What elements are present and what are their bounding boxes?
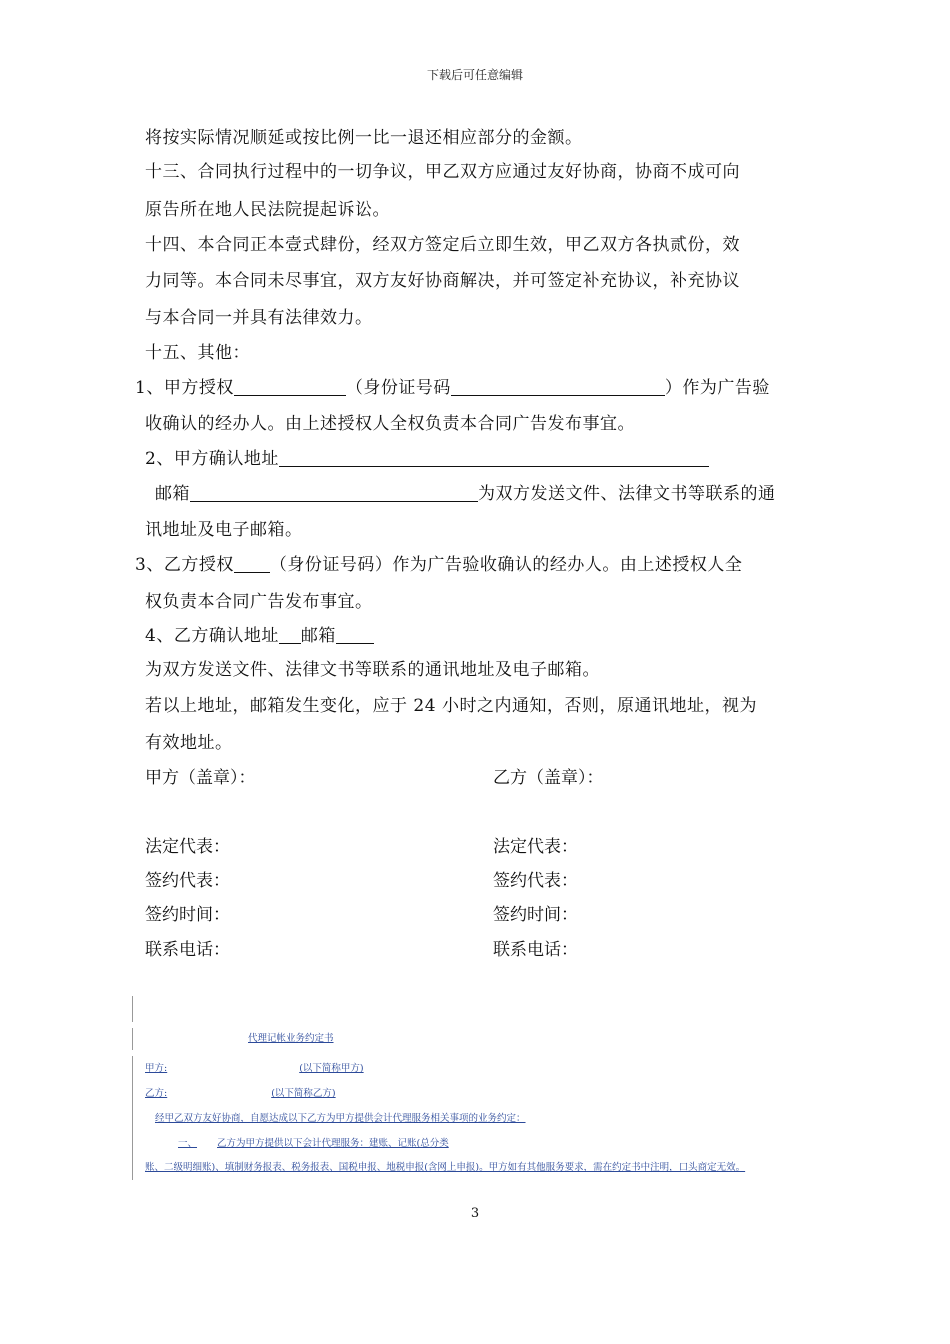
margin-bar [132, 1056, 133, 1180]
item-3-tail: （身份证号码）作为广告验收确认的经办人。由上述授权人全 [269, 555, 743, 575]
embedded-party-b[interactable] [145, 1087, 336, 1101]
margin-bar [132, 1028, 133, 1050]
party-a-sign-time: 签约时间： [145, 905, 230, 925]
party-a-legal-rep: 法定代表： [145, 837, 230, 857]
embedded-title[interactable]: 代理记帐业务约定书 [248, 1033, 334, 1044]
party-b-sign-time: 签约时间： [493, 905, 578, 925]
authorized-person-blank[interactable] [234, 377, 346, 396]
party-b-note: (以下简称乙方) [271, 1088, 336, 1099]
email-label: 邮箱 [155, 484, 190, 504]
item-4-line [145, 624, 374, 648]
margin-bar [132, 996, 133, 1022]
item-4-label: 4、乙方确认地址 [145, 626, 279, 646]
clause-text: 收确认的经办人。由上述授权人全权负责本合同广告发布事宜。 [145, 414, 635, 434]
party-a-note: (以下简称甲方) [299, 1063, 364, 1074]
party-b-legal-rep: 法定代表： [493, 837, 578, 857]
page-header: 下载后可任意编辑 [426, 68, 523, 82]
clause-text: 讯地址及电子邮箱。 [145, 520, 303, 540]
embedded-intro[interactable]: 经甲乙双方友好协商，自愿达成以下乙方为甲方提供会计代理服务相关事项的业务约定： [155, 1113, 526, 1124]
page-number: 3 [470, 1206, 480, 1221]
item-1-label: 1、甲方授权 [135, 378, 234, 398]
item-1-number: 一、 [178, 1138, 198, 1149]
party-a-address-blank[interactable] [279, 448, 709, 467]
id-number-label: （身份证号码 [345, 378, 451, 398]
party-a-sign-rep: 签约代表： [145, 871, 230, 891]
party-b-label: 乙方: [145, 1088, 168, 1099]
item-3-label: 3、乙方授权 [135, 555, 234, 575]
email-line [155, 482, 776, 506]
clause-14: 十四、本合同正本壹式肆份，经双方签定后立即生效，甲乙双方各执贰份，效 [145, 235, 740, 255]
party-b-sign-rep: 签约代表： [493, 871, 578, 891]
clause-text: 有效地址。 [145, 733, 233, 753]
clause-15: 十五、其他： [145, 343, 250, 363]
embedded-item-1-cont[interactable]: 账、二级明细账)、填制财务报表、税务报表、国税申报、地税申报(含网上申报)。甲方如有其他服务要求，需在约定书中注明，口头商定无效。 [145, 1162, 746, 1173]
clause-text: 与本合同一并具有法律效力。 [145, 308, 373, 328]
party-a-phone: 联系电话： [145, 940, 230, 960]
item-1-line [135, 376, 770, 400]
clause-text: 力同等。本合同未尽事宜，双方友好协商解决，并可签定补充协议，补充协议 [145, 271, 740, 291]
party-b-email-blank[interactable] [336, 625, 374, 644]
clause-13: 十三、合同执行过程中的一切争议，甲乙双方应通过友好协商，协商不成可向 [145, 162, 740, 182]
item-2-line [145, 447, 709, 471]
clause-text: 权负责本合同广告发布事宜。 [145, 592, 373, 612]
party-b-seal-label: 乙方（盖章）： [493, 768, 604, 788]
party-a-email-blank[interactable] [190, 483, 478, 502]
embedded-item-1[interactable] [178, 1137, 449, 1151]
party-b-phone: 联系电话： [493, 940, 578, 960]
clause-text: 若以上地址，邮箱发生变化，应于 24 小时之内通知，否则，原通讯地址，视为 [145, 696, 757, 716]
email-tail: 为双方发送文件、法律文书等联系的通 [478, 484, 776, 504]
party-b-address-blank[interactable] [279, 625, 301, 644]
party-a-label: 甲方: [145, 1063, 168, 1074]
email-label: 邮箱 [300, 626, 336, 646]
clause-text: 将按实际情况顺延或按比例一比一退还相应部分的金额。 [145, 128, 583, 148]
item-1-text: 乙方为甲方提供以下会计代理服务：建账、记账(总分类 [217, 1138, 449, 1149]
item-3-line [135, 553, 742, 577]
id-number-blank[interactable] [451, 377, 665, 396]
party-a-seal-label: 甲方（盖章）： [145, 768, 256, 788]
clause-text: 原告所在地人民法院提起诉讼。 [145, 200, 390, 220]
item-1-tail: ）作为广告验 [664, 378, 770, 398]
embedded-party-a[interactable] [145, 1062, 364, 1076]
item-2-label: 2、甲方确认地址 [145, 449, 279, 469]
clause-text: 为双方发送文件、法律文书等联系的通讯地址及电子邮箱。 [145, 660, 600, 680]
party-b-authorized-blank[interactable] [234, 554, 270, 573]
